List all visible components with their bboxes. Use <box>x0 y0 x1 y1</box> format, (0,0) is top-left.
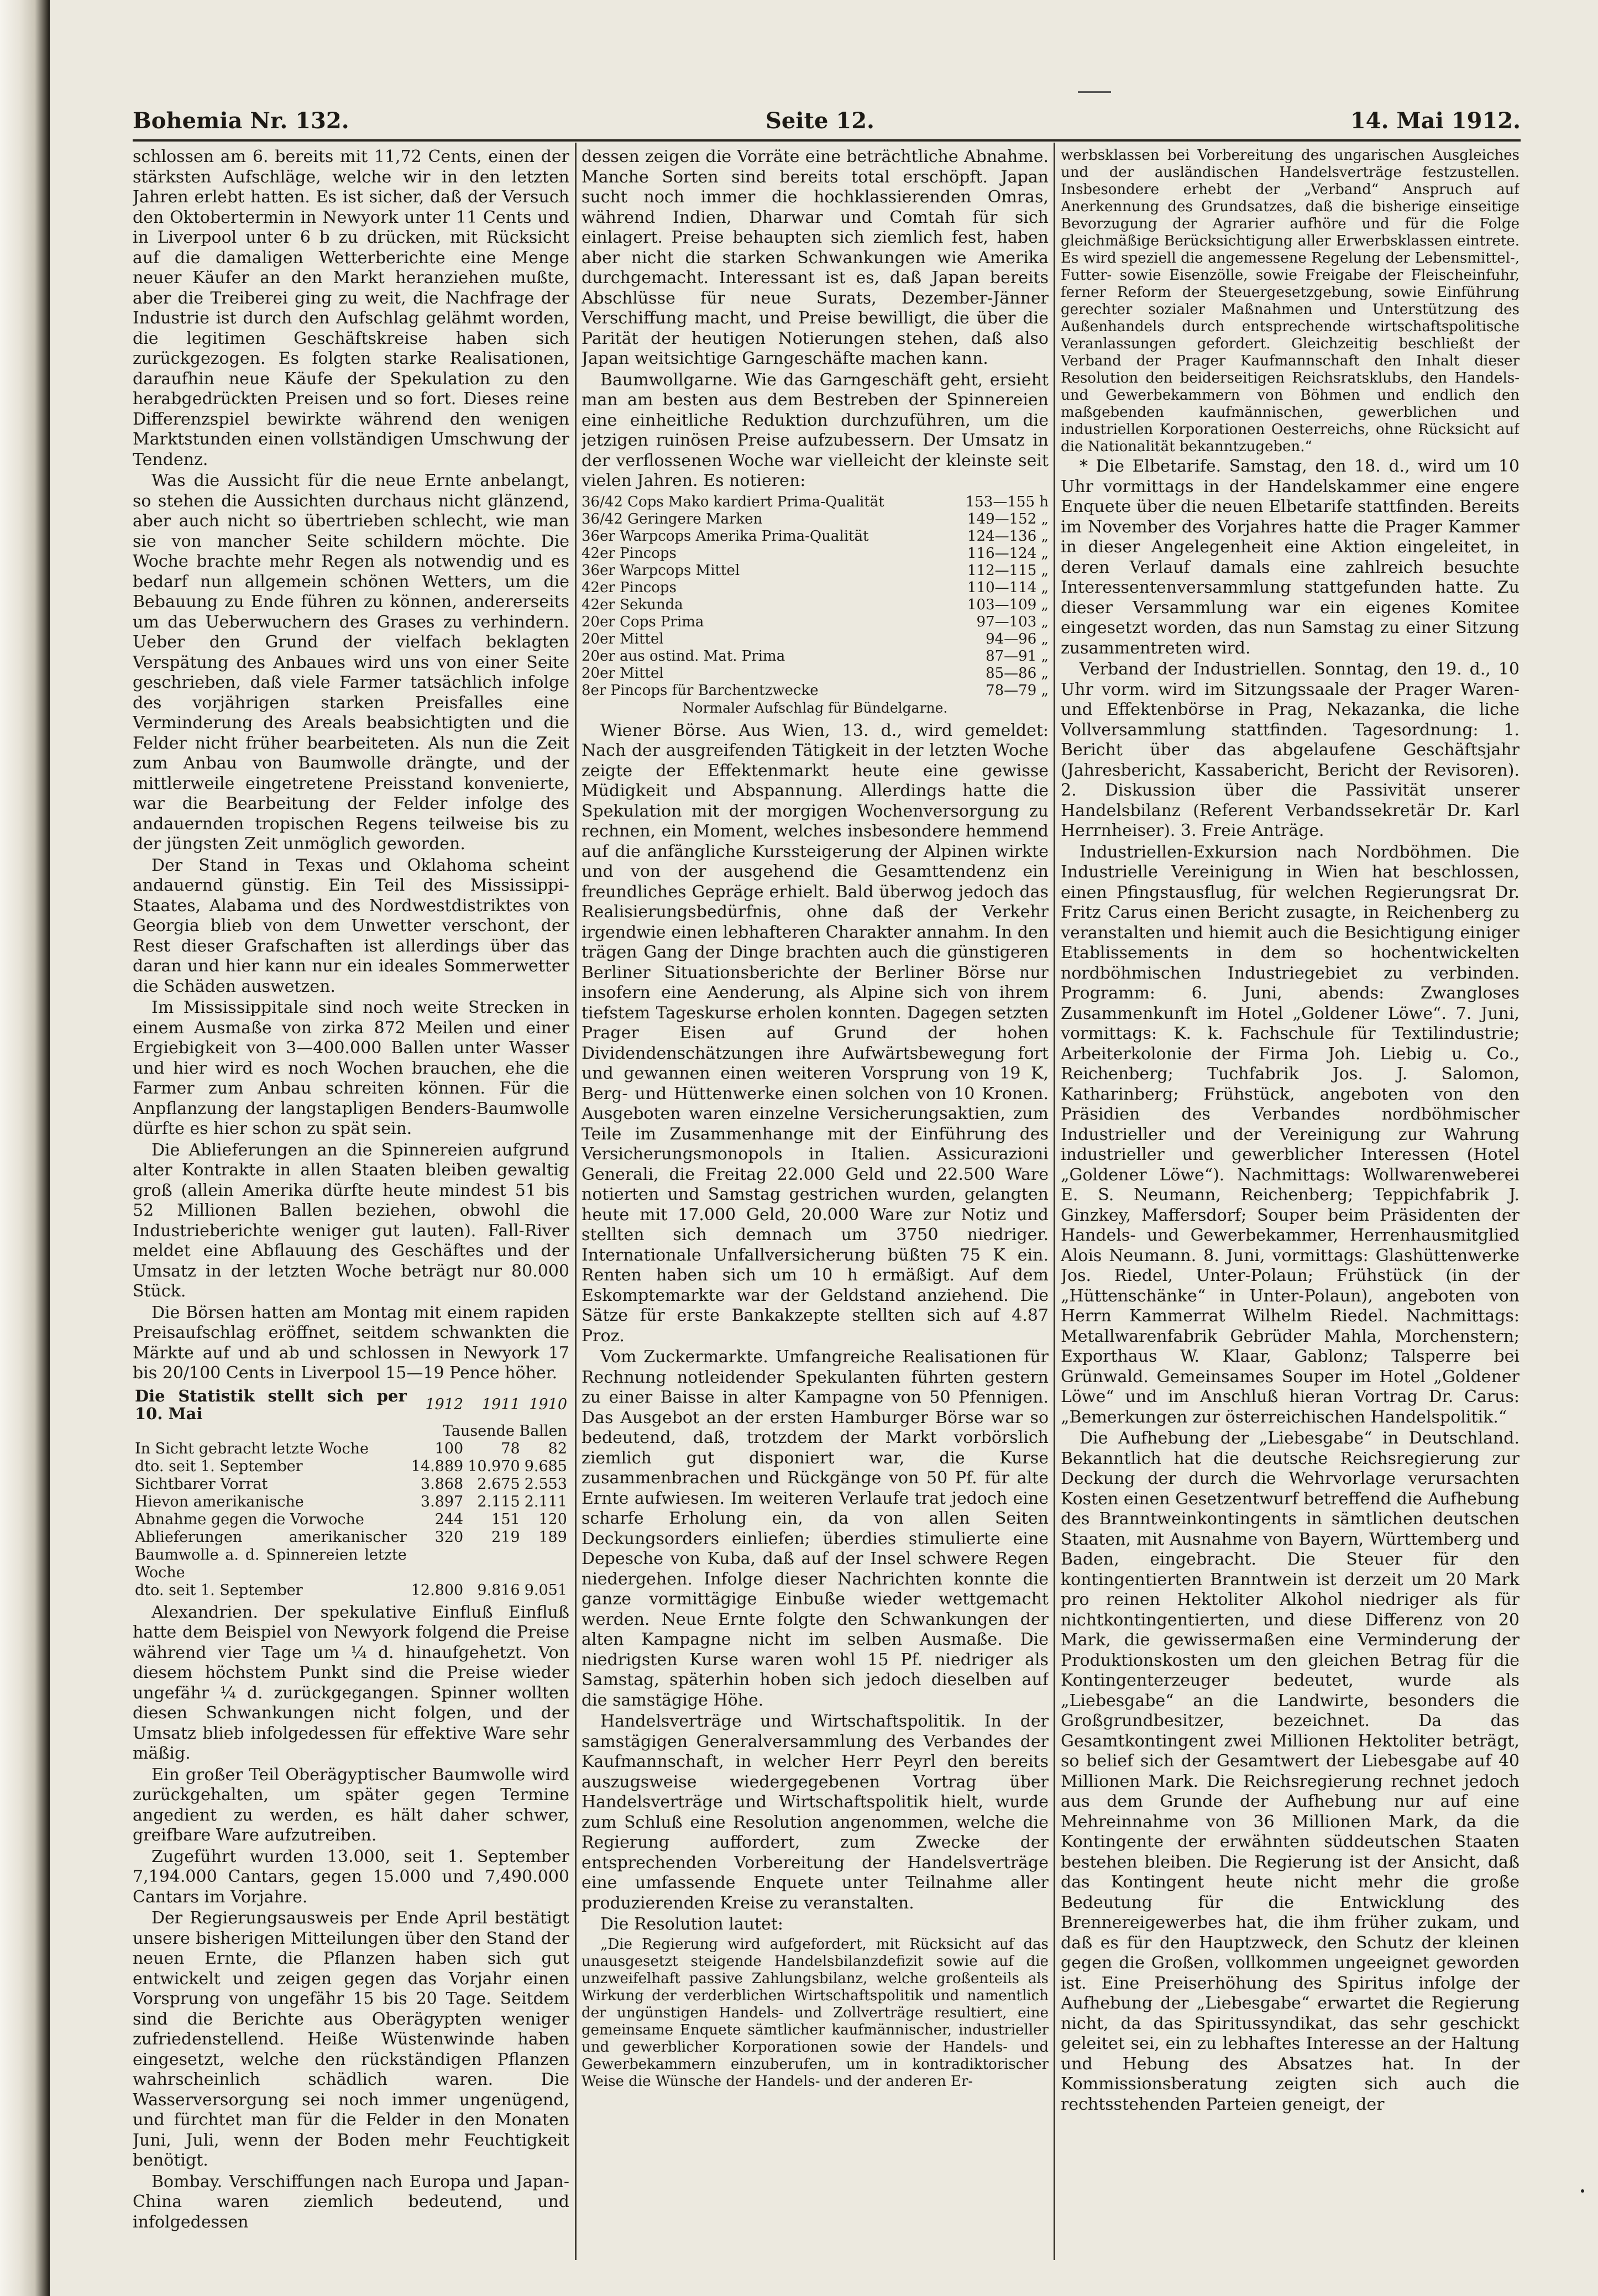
paragraph: Im Mississippitale sind noch weite Strecken in einem Ausmaße von zirka 872 Meilen und einer Ergiebigkeit von 3—400.000 Ballen unter Wasser und hier wird es noch Wochen brauchen, ehe die Farmer zum Anbau schreiten können. Für die Anpflanzung der langstapligen Benders-Baumwolle dürfte es hier schon zu spät sein. <box>133 998 569 1138</box>
paragraph: Verband der Industriellen. Sonntag, den 19. d., 10 Uhr vorm. wird im Sitzungssaale der Prager Waren- und Effektenbörse in Prag, Nekazanka, die liche Vollversammlung stattfinden. Tagesordnung: 1. Bericht über das abgelaufene Geschäftsjahr (Jahresbericht, Kassabericht, Bericht der Revisoren). 2. Diskussion über die Passivität unserer Handelsbilanz (Referent Verbandssekretär Dr. Karl Herrnheiser). 3. Freie Anträge. <box>1061 660 1520 840</box>
item-label: 36er Warpcops Mittel <box>581 562 740 579</box>
cell: 151 <box>491 1510 520 1528</box>
top-mark <box>1078 91 1111 93</box>
paragraph: schlossen am 6. bereits mit 11,72 Cents, einen der stärksten Aufschläge, welche wir in den letzten Jahren erlebt hatten. Es ist sicher, daß der Versuch den Oktobertermin in Newyork unter 11 Cents und in Liverpool unter 6 b zu drücken, mit Rücksicht auf die damaligen Wetterberichte eine Menge neuer Käufer an den Markt heranziehen mußte, aber die Treiberei ging zu weit, die Nachfrage der Industrie ist durch den Aufschlag gelähmt worden, die legitimen Geschäftskreise haben sich zurückgezogen. Es folgten starke Realisationen, daraufhin neue Käufe der Spekulation zu den herabgedrückten Preisen und so fort. Dieses reine Differenzspiel bewirkte während den wenigen Marktstunden einen vollständigen Umschwung der Tendenz. <box>133 147 569 469</box>
paragraph: Handelsverträge und Wirtschaftspolitik. In der samstägigen Generalversammlung des Verbandes der Kaufmannschaft, in welcher Herr Peyrl den bereits auszugsweise wiedergegebenen Vortrag über Handelsverträge und Wirtschaftspolitik hielt, wurde zum Schluß eine Resolution angenommen, welche die Regierung auffordert, zum Zwecke der entsprechenden Vorbereitung der Handelsverträge eine umfassende Enquete unter Teilnahme aller produzierenden Kreise zu veranstalten. <box>581 1712 1049 1913</box>
item-value: 87—91 „ <box>986 647 1049 665</box>
resolution-text: „Die Regierung wird aufgefordert, mit Rücksicht auf das unausgesetzt steigende Handelsbilanzdefizit sowie auf die unzweifelhaft passive Zahlungsbilanz, welche großenteils als Wirkung der verderblichen Wirtschaftspolitik und namentlich der ungünstigen Handels- und Zollverträge resultiert, eine gemeinsame Enquete sämtlicher kaufmännischer, industrieller und gewerblicher Korporationen sowie der Handels- und Gewerbekammern einzuberufen, um in kontradiktorischer Weise die Wünsche der Handels- und der anderen Er- <box>581 1936 1049 2090</box>
paragraph: werbsklassen bei Vorbereitung des ungarischen Ausgleiches und der ausländischen Handelsverträge festzustellen. Insbesondere erhebt der „Verband“ Anspruch auf Anerkennung des Grundsatzes, daß die bisherige einseitige Bevorzugung der Agrarier aufhöre und für die Folge gleichmäßige Berücksichtigung aller Erwerbsklassen eintrete. Es wird speziell die angemessene Regelung der Lebensmittel-, Futter- sowie Eisenzölle, sowie Freigabe der Fleischeinfuhr, ferner Reform der Steuergesetzgebung, sowie Einführung gerechter sozialer Maßnahmen und Unterstützung des Außenhandels durch entsprechende wirtschaftspolitische Veranlassungen gefordert. Gleichzeitig beschließt der Verband der Prager Kaufmannschaft den Inhalt dieser Resolution den beiderseitigen Reichsratsklubs, den Handels- und Gewerbekammern von Böhmen und endlich den maßgebenden kaufmännischen, gewerblichen und industriellen Korporationen Oesterreichs, ohne Rücksicht auf die Nationalität bekanntzugeben.“ <box>1061 147 1520 455</box>
price-footnote: Normaler Aufschlag für Bündelgarne. <box>682 699 948 716</box>
stats-unit: Tausende Ballen <box>442 1422 567 1440</box>
paragraph: Der Regierungsausweis per Ende April bestätigt unsere bisherigen Mitteilungen über den Stand der neuen Ernte, die Pflanzen haben sich gut entwickelt und zeigen gegen das Vorjahr einen Vorsprung von ungefähr 15 bis 20 Tage. Seitdem sind die Berichte aus Oberägypten weniger zufriedenstellend. Heiße Wüstenwinde haben eingesetzt, welche den rückständigen Pflanzen wahrscheinlich schädlich waren. Die Wasserversorgung sei noch immer ungenügend, und fürchtet man für die Felder in den Monaten Juni, Juli, wenn der Boden mehr Feuchtigkeit benötigt. <box>133 1908 569 2170</box>
item-label: 36/42 Geringere Marken <box>581 510 763 527</box>
paragraph: Alexandrien. Der spekulative Einfluß Einfluß hatte dem Beispiel von Newyork folgend die Preise während vier Tage um ¼ d. hinaufgehetzt. Von diesem höchstem Punkt sind die Preise wieder ungefähr ¼ d. zurückgegangen. Spinner wollten diesen Schwankungen nicht folgen, und der Umsatz blieb infolgedessen für effektive Ware sehr mäßig. <box>133 1602 569 1763</box>
cotton-statistics-table <box>133 1387 569 1599</box>
cell: 2.111 <box>524 1493 567 1510</box>
table-row <box>133 1458 569 1476</box>
item-value: 112—115 „ <box>967 562 1049 579</box>
list-item <box>581 511 1049 528</box>
item-value: 97—103 „ <box>976 613 1049 630</box>
list-item <box>581 665 1049 682</box>
list-item <box>581 614 1049 631</box>
paragraph: Industriellen-Exkursion nach Nordböhmen. Die Industrielle Vereinigung in Wien hat beschlossen, einen Pfingstausflug, für welchen Regierungsrat Dr. Fritz Carus einen Bericht zusagte, in Reichenberg zu veranstalten und hiemit auch die Besichtigung einiger Etablissements in dem so hochentwickelten nordböhmischen Industriegebiet zu verbinden. Programm: 6. Juni, abends: Zwangloses Zusammenkunft im Hotel „Goldener Löwe“. 7. Juni, vormittags: K. k. Fachschule für Textilindustrie; Arbeiterkolonie der Firma Joh. Liebig u. Co., Reichenberg; Tuchfabrik Jos. J. Salomon, Katharinberg; Frühstück, angeboten von den Präsidien des Verbandes nordböhmischer Industrieller und der Vereinigung zur Wahrung industrieller und gewerblicher Interessen (Hotel „Goldener Löwe“). Nachmittags: Wollwarenweberei E. S. Neumann, Reichenberg; Teppichfabrik J. Ginzkey, Maffersdorf; Souper beim Präsidenten der Handels- und Gewerbekammer, Herrenhausmitglied Alois Neumann. 8. Juni, vormittags: Glashüttenwerke Jos. Riedel, Unter-Polaun; Frühstück (in der „Hüttenschänke“ in Unter-Polaun), angeboten von Herrn Kammerrat Wilhelm Riedel. Nachmittags: Metallwarenfabrik Gebrüder Mahla, Morchenstern; Exporthaus W. Klaar, Gablonz; Talsperre bei Grünwald. Gemeinsames Souper im Hotel „Goldener Löwe“ und im Anschluß hieran Vortrag Dr. Carus: „Bemerkungen zur österreichischen Handelspolitik.“ <box>1061 842 1520 1427</box>
cell: 244 <box>434 1510 464 1528</box>
year-header: 1912 <box>425 1395 464 1413</box>
row-label: Ablieferungen amerikanischer Baumwolle a. d. Spinnereien letzte Woche <box>135 1528 407 1581</box>
item-value: 124—136 „ <box>967 527 1049 545</box>
resolution-title: Die Resolution lautet: <box>600 1915 783 1934</box>
cell: 2.115 <box>477 1493 520 1510</box>
yarn-price-list <box>581 494 1049 716</box>
cell: 2.675 <box>477 1475 520 1493</box>
cell: 3.897 <box>420 1493 464 1510</box>
cell: 120 <box>538 1510 567 1528</box>
list-item <box>581 597 1049 614</box>
list-item <box>581 562 1049 579</box>
item-label: 42er Sekunda <box>581 596 683 613</box>
cell: 10.970 <box>468 1457 520 1475</box>
table-row <box>133 1529 569 1582</box>
item-label: 20er aus ostind. Mat. Prima <box>581 647 785 665</box>
paragraph: Bombay. Verschiffungen nach Europa und Japan-China waren ziemlich bedeutend, und infolgedessen <box>133 2172 569 2232</box>
cell: 219 <box>491 1528 520 1546</box>
page-number: Seite 12. <box>766 108 874 134</box>
header-rule <box>133 139 1521 142</box>
cell: 100 <box>434 1440 464 1457</box>
year-header: 1911 <box>481 1395 520 1413</box>
item-value: 116—124 „ <box>967 545 1049 562</box>
item-label: 36er Warpcops Amerika Prima-Qualität <box>581 527 869 545</box>
paragraph: Die Börsen hatten am Montag mit einem rapiden Preisaufschlag eröffnet, seitdem schwankten die Märkte auf und ab und schlossen in Newyork 17 bis 20/100 Cents in Liverpool 15—19 Pence höher. <box>133 1303 569 1383</box>
cell: 9.816 <box>477 1581 520 1599</box>
cell: 14.889 <box>411 1457 464 1475</box>
column-3 <box>1061 147 1520 2256</box>
paragraph: Was die Aussicht für die neue Ernte anbelangt, so stehen die Aussichten durchaus nicht glänzend, aber auch nicht so übertrieben schlecht, wie man sie von mancher Seite schildern möchte. Die Woche brachte mehr Regen als notwendig und es bedarf nun allgemein schönen Wetters, um die Bebauung zu Ende führen zu können, andererseits um das Ueberwuchern des Grases zu verhindern. Ueber den Grund der vielfach beklagten Verspätung des Anbaues wird uns von einer Seite geschrieben, daß viele Farmer tatsächlich infolge des vorjährigen starken Preisfalles eine Verminderung des Areals beabsichtigten und die Felder nicht früher bearbeiteten. Als nun die Zeit zum Anbau von Baumwolle drängte, und der mittlerweile eingetretene Preisstand konvenierte, war die Bearbeitung der Felder infolge des andauernden tropischen Regens teilweise bis zu der jüngsten Zeit unmöglich geworden. <box>133 471 569 854</box>
table-row <box>133 1476 569 1493</box>
publication-issue: Bohemia Nr. 132. <box>133 108 349 134</box>
item-value: 78—79 „ <box>986 682 1049 699</box>
row-label: Sichtbarer Vorrat <box>135 1475 268 1493</box>
row-label: Hievon amerikanische <box>135 1493 304 1510</box>
column-separator <box>1054 143 1055 2260</box>
paragraph: dessen zeigen die Vorräte eine beträchtliche Abnahme. Manche Sorten sind bereits total erschöpft. Japan sucht noch immer die hochklassierenden Omras, während Indien, Dharwar und Comtah für sich einlagert. Preise behaupten sich ziemlich fest, haben aber nicht die starken Schwankungen wie Amerika durchgemacht. Interessant ist es, daß Japan bereits Abschlüsse für neue Surats, Dezember-Jänner Verschiffung macht, und Preise bewilligt, die über die Parität der heutigen Notierungen stehen, daß also Japan weitsichtige Garngeschäfte machen kann. <box>581 147 1049 368</box>
row-label: In Sicht gebracht letzte Woche <box>135 1440 369 1457</box>
list-item <box>581 579 1049 597</box>
item-value: 110—114 „ <box>967 579 1049 596</box>
paragraph: Vom Zuckermarkte. Umfangreiche Realisationen für Rechnung notleidender Spekulanten führten gestern zu einer Baisse in alter Kampagne von 50 Pfennigen. Das Ausgebot an der ersten Hamburger Börse war so bedeutend, daß, trotzdem der Markt vorbörslich ziemlich gut disponiert war, die Kurse zusammenbrachen und Rückgänge von 50 Pf. für alte Ernte aufwiesen. Im weiteren Verlaufe trat jedoch eine scharfe Erholung ein, da von allen Seiten Deckungsorders einliefen; überdies stimulierte eine Depesche von Kuba, daß auf der Insel schwere Regen niedergehen. Infolge dieser Nachrichten konnte die ganze vormittägige Einbuße wieder wettgemacht werden. Neue Ernte folgte den Schwankungen der alten Kampagne nicht im selben Ausmaße. Die niedrigsten Kurse waren wohl 15 Pf. niedriger als Samstag, späterhin hoben sich jedoch dieselben auf die samstägige Höhe. <box>581 1347 1049 1710</box>
year-header: 1910 <box>529 1395 567 1413</box>
table-row <box>133 1582 569 1599</box>
item-value: 94—96 „ <box>986 630 1049 647</box>
paragraph: Ein großer Teil Oberägyptischer Baumwolle wird zurückgehalten, um später gegen Termine angedient zu werden, es hält daher schwer, greifbare Ware aufzutreiben. <box>133 1765 569 1845</box>
list-item <box>581 648 1049 665</box>
list-item <box>581 545 1049 562</box>
scan-binding-edge <box>0 0 50 2296</box>
stats-title: Die Statistik stellt sich per 10. Mai <box>135 1386 407 1423</box>
cell: 9.685 <box>524 1457 567 1475</box>
table-row <box>133 1511 569 1529</box>
item-label: 20er Mittel <box>581 665 664 682</box>
list-item <box>581 528 1049 545</box>
row-label: dto. seit 1. September <box>135 1581 303 1599</box>
table-row <box>133 1493 569 1511</box>
cell: 12.800 <box>411 1581 464 1599</box>
margin-dot <box>1581 2189 1584 2193</box>
item-label: 36/42 Cops Mako kardiert Prima-Qualität <box>581 493 884 510</box>
paragraph: Zugeführt wurden 13.000, seit 1. September 7,194.000 Cantars, gegen 15.000 und 7,490.000 Cantars im Vorjahre. <box>133 1847 569 1907</box>
item-value: 103—109 „ <box>967 596 1049 613</box>
paragraph: Baumwollgarne. Wie das Garngeschäft geht, ersieht man am besten aus dem Bestreben der Spinnereien eine einheitliche Reduktion durchzuführen, um die jetzigen ruinösen Preise aufzubessern. Der Umsatz in der verflossenen Woche war vielleicht der kleinste seit vielen Jahren. Es notieren: <box>581 370 1049 490</box>
column-separator <box>575 143 577 2260</box>
cell: 82 <box>548 1440 567 1457</box>
list-item <box>581 631 1049 648</box>
paragraph: Die Aufhebung der „Liebesgabe“ in Deutschland. Bekanntlich hat die deutsche Reichsregierung zur Deckung der durch die Wehrvorlage verursachten Kosten einen Gesetzentwurf betreffend die Aufhebung des Branntweinkontingents in sämtlichen deutschen Staaten, mit Ausnahme von Bayern, Württemberg und Baden, eingebracht. Die Steuer für den kontingentierten Branntwein ist derzeit um 20 Mark pro reinen Hektoliter Alkohol niedriger als für nichtkontingentierten, und diese Differenz von 20 Mark, die gewissermaßen eine Verminderung der Produktionskosten um den gleichen Betrag für die Kontingenterzeuger bedeutet, wurde als „Liebesgabe“ an die Landwirte, besonders die Großgrundbesitzer, bezeichnet. Da das Gesamtkontingent zwei Millionen Hektoliter beträgt, so belief sich der Gesamtwert der Liebesgabe auf 40 Millionen Mark. Die Reichsregierung rechnet jedoch aus dem Grunde der Aufhebung nur auf eine Mehreinnahme von 36 Millionen Mark, da die Kontingente der erwähnten süddeutschen Staaten bestehen bleiben. Die Regierung ist der Ansicht, daß das Kontingent heute nicht mehr die große Bedeutung für die Entwicklung des Brennereigewerbes hat, die ihm früher zukam, und daß es für den Hauptzweck, den Schutz der kleinen gegen die Großen, vollkommen ungeeignet geworden ist. Eine Preiserhöhung des Spiritus infolge der Aufhebung der „Liebesgabe“ erwartet die Regierung nicht, da das Spiritussyndikat, das sehr geschickt geleitet sei, ein zu lebhaftes Interesse an der Haltung und Hebung des Absatzes hat. In der Kommissionsberatung zeigten sich auch die rechtsstehenden Parteien geneigt, der <box>1061 1429 1520 2114</box>
row-label: Abnahme gegen die Vorwoche <box>135 1510 364 1528</box>
list-item <box>581 682 1049 699</box>
cell: 3.868 <box>420 1475 464 1493</box>
item-value: 149—152 „ <box>967 510 1049 527</box>
cell: 78 <box>501 1440 520 1457</box>
issue-date: 14. Mai 1912. <box>1350 108 1521 134</box>
column-1 <box>133 147 569 2256</box>
paragraph: Der Stand in Texas und Oklahoma scheint andauernd günstig. Ein Teil des Mississippi-Staates, Alabama und des Nordwestdistriktes von Georgia blieb von dem Unwetter verschont, der Rest dieser Grafschaften ist allerdings über das daran und hier kann nur ein ideales Sommerwetter die Schäden auswetzen. <box>133 855 569 996</box>
list-item <box>581 494 1049 511</box>
paragraph: Wiener Börse. Aus Wien, 13. d., wird gemeldet: Nach der ausgreifenden Tätigkeit in der letzten Woche zeigte der Effektenmarkt heute eine gewisse Müdigkeit und Abspannung. Allerdings hatte die Spekulation mit der morgigen Wochenversorgung zu rechnen, ein Moment, welches insbesondere hemmend auf die anfängliche Kurssteigerung der Alpinen wirkte und von der ausgehend die Gesamttendenz ein freundliches Gepräge erhielt. Bald überwog jedoch das Realisierungsbedürfnis, ohne daß der Verkehr irgendwie einen lebhafteren Charakter annahm. In den trägen Gang der Dinge brachten auch die günstigeren Berliner Situationsberichte der Berliner Börse nur insofern eine Aenderung, als Alpine sich von ihrem tiefstem Tageskurse erholen konnten. Dagegen setzten Prager Eisen auf Grund der hohen Dividendenschätzungen ihre Aufwärtsbewegung fort und gewannen einen weiteren Vorsprung von 19 K, Berg- und Hüttenwerke einen solchen von 10 Kronen. Ausgeboten waren einzelne Versicherungsaktien, zum Teile im Zusammenhange mit der Einführung des Versicherungsmonopols in Italien. Assicurazioni Generali, die Freitag 22.000 Geld und 22.500 Ware notierten und Samstag gestrichen wurden, gelangten heute mit 17.000 Geld, 20.000 Ware zur Notiz und stellten sich demnach um 3750 niedriger. Internationale Unfallversicherung büßten 75 K ein. Renten haben sich um 10 h ermäßigt. Auf dem Eskomptemarkte war der Geldstand anziehend. Die Sätze für erste Bankakzepte stellten sich auf 4.87 Proz. <box>581 720 1049 1346</box>
paragraph: Die Ablieferungen an die Spinnereien aufgrund alter Kontrakte in allen Staaten bleiben gewaltig groß (allein Amerika dürfte heute mindest 51 bis 52 Millionen Ballen beziehen, obwohl die Industrieberichte weniger gut lauten). Fall-River meldet eine Abflauung des Geschäftes und der Umsatz in der letzten Woche beträgt nur 80.000 Stück. <box>133 1140 569 1301</box>
cell: 189 <box>538 1528 567 1546</box>
table-unit-row <box>133 1422 569 1440</box>
item-label: 42er Pincops <box>581 579 677 596</box>
cell: 2.553 <box>524 1475 567 1493</box>
item-value: 85—86 „ <box>986 665 1049 682</box>
item-label: 20er Mittel <box>581 630 664 647</box>
item-value: 153—155 h <box>965 493 1049 510</box>
cell: 9.051 <box>524 1581 567 1599</box>
item-label: 20er Cops Prima <box>581 613 704 630</box>
column-2 <box>581 147 1049 2256</box>
row-label: dto. seit 1. September <box>135 1457 303 1475</box>
item-label: 8er Pincops für Barchentzwecke <box>581 682 819 699</box>
cell: 320 <box>434 1528 464 1546</box>
item-label: 42er Pincops <box>581 545 677 562</box>
table-header-row <box>133 1387 569 1422</box>
paragraph: * Die Elbetarife. Samstag, den 18. d., wird um 10 Uhr vormittags in der Handelskammer eine engere Enquete über die neuen Elbetarife stattfinden. Bereits im November des Vorjahres hatte die Prager Kammer in dieser Angelegenheit eine Aktion eingeleitet, in deren Verlauf damals eine zahlreich besuchte Interessentenversammlung stattgefunden hatte. Zu dieser Versammlung war ein eigenes Komitee eingesetzt worden, das nun Samstag zu einer Sitzung zusammentreten wird. <box>1061 457 1520 658</box>
table-row <box>133 1440 569 1458</box>
